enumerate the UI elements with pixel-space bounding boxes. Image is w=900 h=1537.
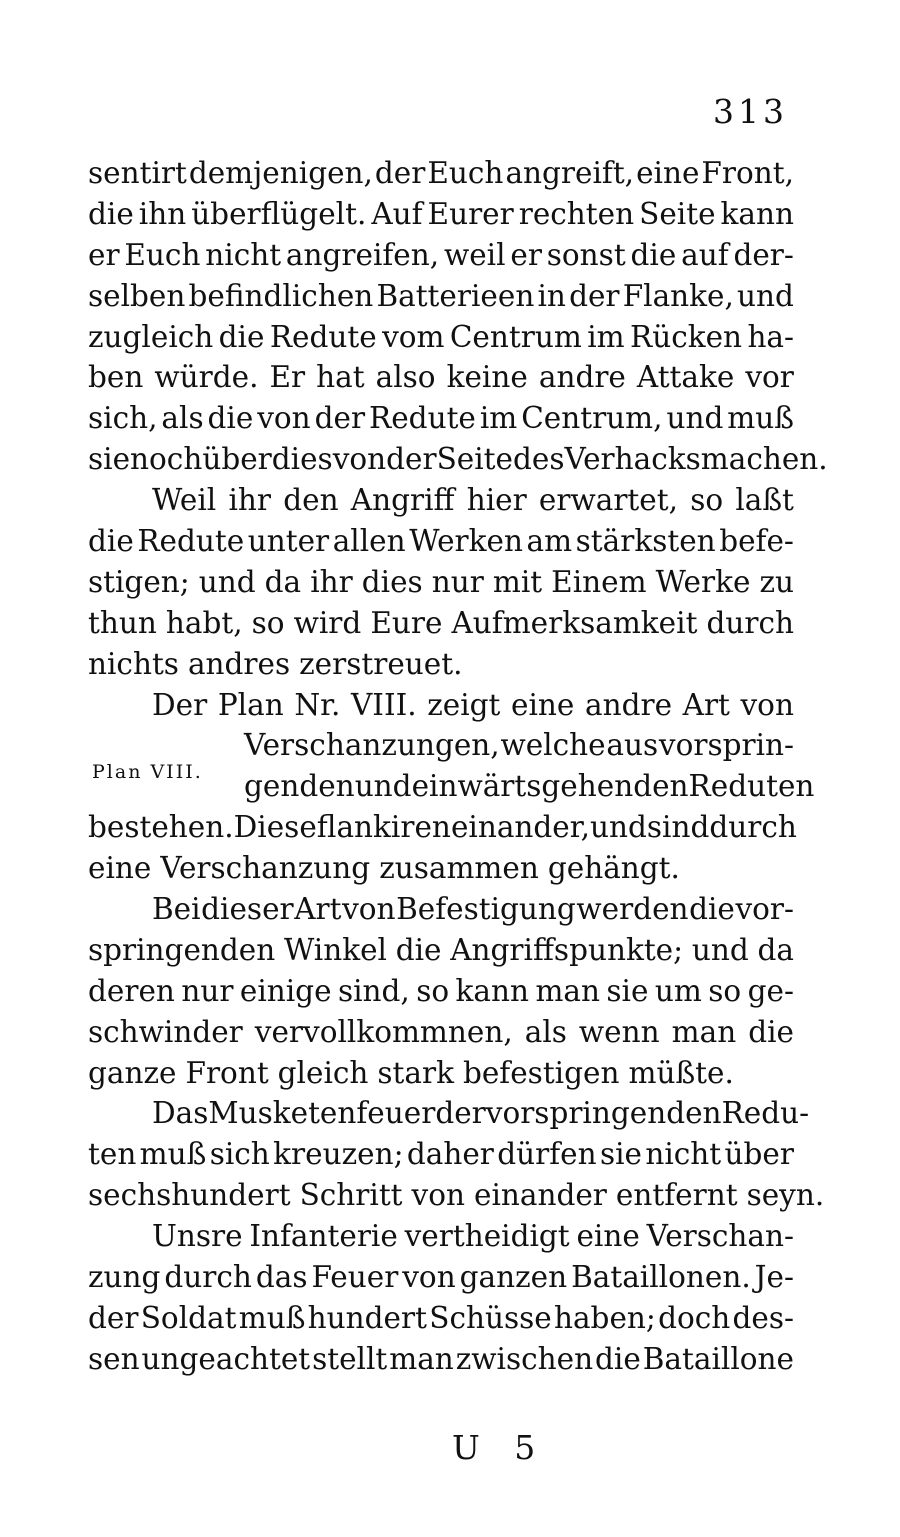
word: keine bbox=[446, 360, 528, 395]
word: ihr bbox=[310, 564, 353, 599]
word: befe- bbox=[719, 524, 794, 559]
word: die bbox=[689, 892, 735, 927]
word: seyn. bbox=[746, 1178, 825, 1213]
word: durch bbox=[706, 605, 794, 640]
text-line bbox=[88, 1053, 794, 1094]
word: Schüsse bbox=[429, 1300, 552, 1335]
word: muß bbox=[727, 401, 794, 436]
word: dies bbox=[361, 564, 423, 599]
word: durch bbox=[164, 1260, 252, 1295]
word: dieser bbox=[201, 892, 294, 927]
word: zugleich bbox=[88, 319, 214, 354]
word: noch bbox=[130, 442, 203, 477]
word: der bbox=[374, 156, 426, 190]
word: genden bbox=[244, 769, 355, 804]
word: Redute bbox=[137, 524, 245, 559]
word: um bbox=[654, 973, 702, 1008]
word: Verhacks bbox=[564, 442, 701, 477]
word: haben; bbox=[553, 1300, 656, 1335]
signature-mark: U 5 bbox=[452, 1428, 548, 1467]
word: überdies bbox=[202, 442, 333, 477]
word: machen. bbox=[700, 442, 828, 477]
word: Front bbox=[185, 1055, 269, 1090]
word: müßte. bbox=[628, 1055, 734, 1090]
text-line bbox=[88, 357, 794, 398]
word: Auf bbox=[371, 196, 423, 231]
word: Werke bbox=[655, 564, 751, 599]
word: nicht bbox=[645, 1137, 722, 1172]
word: sonst bbox=[546, 237, 626, 272]
word: Front, bbox=[701, 156, 794, 190]
word: sie bbox=[88, 442, 131, 477]
word: Verschan- bbox=[646, 1219, 794, 1254]
word: rechten bbox=[518, 196, 635, 231]
word: Euch bbox=[427, 156, 504, 190]
word: der bbox=[569, 278, 620, 313]
word: der bbox=[88, 1300, 139, 1335]
word: muß bbox=[238, 1300, 306, 1335]
word: er bbox=[88, 237, 120, 272]
text-line bbox=[88, 439, 828, 480]
word: vor- bbox=[735, 892, 794, 927]
word: Schritt bbox=[299, 1178, 403, 1213]
word: am bbox=[526, 524, 573, 559]
page-number: 313 bbox=[713, 92, 788, 131]
word: Winkel bbox=[283, 932, 387, 967]
text-line bbox=[88, 603, 794, 644]
word: und bbox=[737, 278, 794, 313]
word: dürfen bbox=[497, 1137, 597, 1172]
text-line bbox=[88, 276, 794, 317]
word: sechshundert bbox=[88, 1178, 291, 1213]
word: befindlichen bbox=[188, 278, 374, 313]
word: Redute bbox=[269, 319, 377, 354]
word: doch bbox=[658, 1300, 731, 1335]
word: so bbox=[708, 973, 742, 1008]
word: unter bbox=[247, 524, 330, 559]
word: da bbox=[757, 932, 794, 967]
text-line bbox=[88, 766, 815, 807]
word: der bbox=[386, 442, 437, 477]
text-line bbox=[88, 1175, 825, 1216]
text-line bbox=[88, 1257, 794, 1298]
word: Redute bbox=[369, 401, 476, 436]
word: man bbox=[671, 1014, 737, 1049]
word: allen bbox=[332, 524, 406, 559]
word: des bbox=[513, 442, 565, 477]
word: angreift, bbox=[505, 156, 635, 190]
text-line bbox=[88, 889, 794, 930]
word: stellt bbox=[312, 1341, 388, 1376]
word: Werken bbox=[409, 524, 523, 559]
word: gehängt. bbox=[547, 851, 680, 886]
text-line bbox=[88, 317, 794, 358]
word: die bbox=[88, 196, 134, 231]
word: eine bbox=[88, 851, 152, 886]
word: gehenden bbox=[541, 769, 689, 804]
word: Verschanzungen, bbox=[244, 728, 500, 763]
word: eine bbox=[576, 1219, 640, 1254]
text-line bbox=[88, 235, 794, 276]
word: des- bbox=[732, 1300, 794, 1335]
word: hier bbox=[466, 483, 527, 518]
text-line bbox=[88, 848, 794, 889]
word: demjenigen, bbox=[188, 156, 373, 190]
text-line bbox=[88, 685, 794, 726]
word: laßt bbox=[735, 483, 794, 518]
word: kreuzen; bbox=[273, 1137, 404, 1172]
word: einwärts bbox=[411, 769, 542, 804]
word: eine bbox=[636, 156, 700, 190]
word: vom bbox=[382, 319, 445, 354]
word: Einem bbox=[551, 564, 647, 599]
text-line bbox=[88, 1093, 810, 1134]
word: er bbox=[510, 237, 542, 272]
text-line bbox=[88, 562, 794, 603]
word: vervollkommnen, bbox=[254, 1014, 513, 1049]
word: Weil bbox=[152, 483, 217, 518]
word: von bbox=[342, 892, 396, 927]
word: andre bbox=[538, 360, 626, 395]
word: wenn bbox=[578, 1014, 660, 1049]
word: werden bbox=[576, 892, 689, 927]
word: nur bbox=[181, 973, 234, 1008]
word: und bbox=[354, 769, 412, 804]
word: der bbox=[435, 1096, 486, 1131]
text-line bbox=[88, 194, 794, 235]
word: thun bbox=[88, 605, 157, 640]
word: Eurer bbox=[427, 196, 514, 231]
word: Feuer bbox=[311, 1260, 399, 1295]
word: mit bbox=[492, 564, 543, 599]
word: sich, bbox=[88, 401, 158, 436]
word: von bbox=[332, 442, 387, 477]
word: Centrum, bbox=[521, 401, 663, 436]
word: Reduten bbox=[688, 769, 815, 804]
word: weil bbox=[443, 237, 506, 272]
word: da bbox=[264, 564, 302, 599]
word: das bbox=[255, 1260, 308, 1295]
word: Bei bbox=[152, 892, 201, 927]
word: von bbox=[740, 687, 794, 722]
word: stärksten bbox=[575, 524, 716, 559]
word: Unsre bbox=[152, 1219, 243, 1254]
word: Je- bbox=[754, 1260, 794, 1295]
text-line bbox=[88, 1298, 794, 1339]
word: über bbox=[724, 1137, 794, 1172]
word: sen bbox=[88, 1341, 140, 1376]
word: so bbox=[690, 483, 724, 518]
word: Centrum bbox=[449, 319, 582, 354]
word: und bbox=[198, 564, 256, 599]
word: und bbox=[590, 810, 647, 845]
word: Das bbox=[152, 1096, 209, 1131]
word: erwartet, bbox=[538, 483, 678, 518]
word: Bataillone bbox=[642, 1341, 794, 1376]
word: der bbox=[314, 401, 366, 436]
word: Diese bbox=[233, 810, 317, 845]
word: einander bbox=[473, 1178, 607, 1213]
word: die bbox=[748, 1014, 794, 1049]
word: wird bbox=[293, 605, 362, 640]
word: und bbox=[691, 932, 749, 967]
word: vorspringenden bbox=[485, 1096, 722, 1131]
word: Angriffspunkte; bbox=[450, 932, 684, 967]
word: von bbox=[402, 1260, 456, 1295]
word: schwinder bbox=[88, 1014, 243, 1049]
word: nicht bbox=[205, 237, 282, 272]
word: als bbox=[524, 1014, 567, 1049]
word: hat bbox=[316, 360, 365, 395]
word: zusammen bbox=[379, 851, 539, 886]
word: entfernt bbox=[615, 1178, 738, 1213]
word: im bbox=[479, 401, 518, 436]
word: stigen; bbox=[88, 564, 190, 599]
text-line bbox=[88, 807, 797, 848]
word: die bbox=[595, 1341, 641, 1376]
word: vor bbox=[745, 360, 794, 395]
word: man bbox=[389, 1341, 454, 1376]
text-line bbox=[88, 1339, 794, 1380]
word: deren bbox=[88, 973, 175, 1008]
word: ihn bbox=[138, 196, 187, 231]
word: Infanterie bbox=[249, 1219, 398, 1254]
body-text bbox=[88, 153, 828, 1380]
word: gleich bbox=[277, 1055, 369, 1090]
word: zung bbox=[88, 1260, 161, 1295]
word: Nr. bbox=[294, 687, 341, 722]
word: Rücken bbox=[629, 319, 743, 354]
word: zeigt bbox=[427, 687, 501, 722]
word: also bbox=[375, 360, 436, 395]
word: Er bbox=[269, 360, 306, 395]
word: einander, bbox=[450, 810, 590, 845]
word: Attake bbox=[636, 360, 735, 395]
word: die bbox=[88, 524, 134, 559]
word: hundert bbox=[307, 1300, 427, 1335]
word: daher bbox=[406, 1137, 494, 1172]
word: Befestigung bbox=[396, 892, 576, 927]
word: Euch bbox=[124, 237, 201, 272]
word: die bbox=[630, 237, 677, 272]
word: ganzen bbox=[459, 1260, 568, 1295]
word: Seite bbox=[436, 442, 513, 477]
word: springenden bbox=[88, 932, 276, 967]
word: ben bbox=[88, 360, 144, 395]
word: sich bbox=[209, 1137, 270, 1172]
word: sie bbox=[606, 973, 649, 1008]
word: die bbox=[218, 319, 265, 354]
word: Redu- bbox=[721, 1096, 810, 1131]
word: andre bbox=[585, 687, 673, 722]
word: ha- bbox=[747, 319, 794, 354]
word: als bbox=[161, 401, 204, 436]
word: muß bbox=[139, 1137, 207, 1172]
word: VIII. bbox=[350, 687, 417, 722]
word: Art bbox=[682, 687, 730, 722]
word: zu bbox=[759, 564, 794, 599]
word: Verschanzung bbox=[160, 851, 371, 886]
word: sie bbox=[599, 1137, 642, 1172]
word: Plan bbox=[217, 687, 284, 722]
text-line bbox=[88, 644, 794, 685]
text-line bbox=[88, 725, 794, 766]
word: selben bbox=[88, 278, 186, 313]
word: einige bbox=[239, 973, 332, 1008]
word: so bbox=[416, 973, 450, 1008]
text-line bbox=[88, 398, 794, 439]
word: eine bbox=[511, 687, 575, 722]
word: ganze bbox=[88, 1055, 177, 1090]
word: zerstreuet. bbox=[299, 646, 463, 681]
word: auf bbox=[681, 237, 729, 272]
word: so bbox=[251, 605, 285, 640]
text-line bbox=[88, 153, 794, 194]
word: kann bbox=[720, 196, 794, 231]
word: die bbox=[207, 401, 254, 436]
margin-note: Plan VIII. bbox=[92, 761, 203, 783]
word: ihr bbox=[228, 483, 272, 518]
word: und bbox=[666, 401, 724, 436]
word: Batterieen bbox=[376, 278, 535, 313]
word: sentirt bbox=[88, 156, 187, 190]
word: Flanke, bbox=[622, 278, 734, 313]
word: habt, bbox=[165, 605, 243, 640]
word: stark bbox=[377, 1055, 454, 1090]
text-line bbox=[88, 930, 794, 971]
word: Aufmerksamkeit bbox=[451, 605, 698, 640]
text-line bbox=[88, 521, 794, 562]
text-line bbox=[88, 1216, 794, 1257]
word: in bbox=[537, 278, 566, 313]
word: Angriff bbox=[350, 483, 455, 518]
word: vertheidigt bbox=[404, 1219, 570, 1254]
word: Eure bbox=[370, 605, 443, 640]
word: überflügelt. bbox=[191, 196, 367, 231]
word: die bbox=[395, 932, 442, 967]
word: ge- bbox=[747, 973, 794, 1008]
word: Art bbox=[294, 892, 342, 927]
word: sind bbox=[646, 810, 710, 845]
word: durch bbox=[709, 810, 797, 845]
word: flankiren bbox=[316, 810, 451, 845]
word: welche bbox=[500, 728, 606, 763]
word: würde. bbox=[154, 360, 259, 395]
text-line bbox=[88, 971, 794, 1012]
word: Bataillonen. bbox=[571, 1260, 751, 1295]
word: befestigen bbox=[462, 1055, 620, 1090]
text-line bbox=[88, 480, 794, 521]
word: ten bbox=[88, 1137, 137, 1172]
word: kann bbox=[455, 973, 530, 1008]
word: aus bbox=[606, 728, 659, 763]
word: von bbox=[257, 401, 311, 436]
word: der- bbox=[733, 237, 794, 272]
word: zwischen bbox=[455, 1341, 594, 1376]
word: ungeachtet bbox=[141, 1341, 311, 1376]
word: nur bbox=[431, 564, 484, 599]
word: vorsprin- bbox=[658, 728, 794, 763]
word: Der bbox=[152, 687, 208, 722]
word: Soldat bbox=[140, 1300, 237, 1335]
word: nichts bbox=[88, 646, 179, 681]
word: bestehen. bbox=[88, 810, 234, 845]
word: im bbox=[587, 319, 625, 354]
word: Seite bbox=[639, 196, 716, 231]
word: angreifen, bbox=[285, 237, 440, 272]
word: den bbox=[283, 483, 339, 518]
text-line bbox=[88, 1134, 794, 1175]
word: sind, bbox=[337, 973, 410, 1008]
word: man bbox=[535, 973, 600, 1008]
word: andres bbox=[187, 646, 291, 681]
text-line bbox=[88, 1012, 794, 1053]
word: von bbox=[411, 1178, 465, 1213]
word: Musketenfeuer bbox=[208, 1096, 436, 1131]
